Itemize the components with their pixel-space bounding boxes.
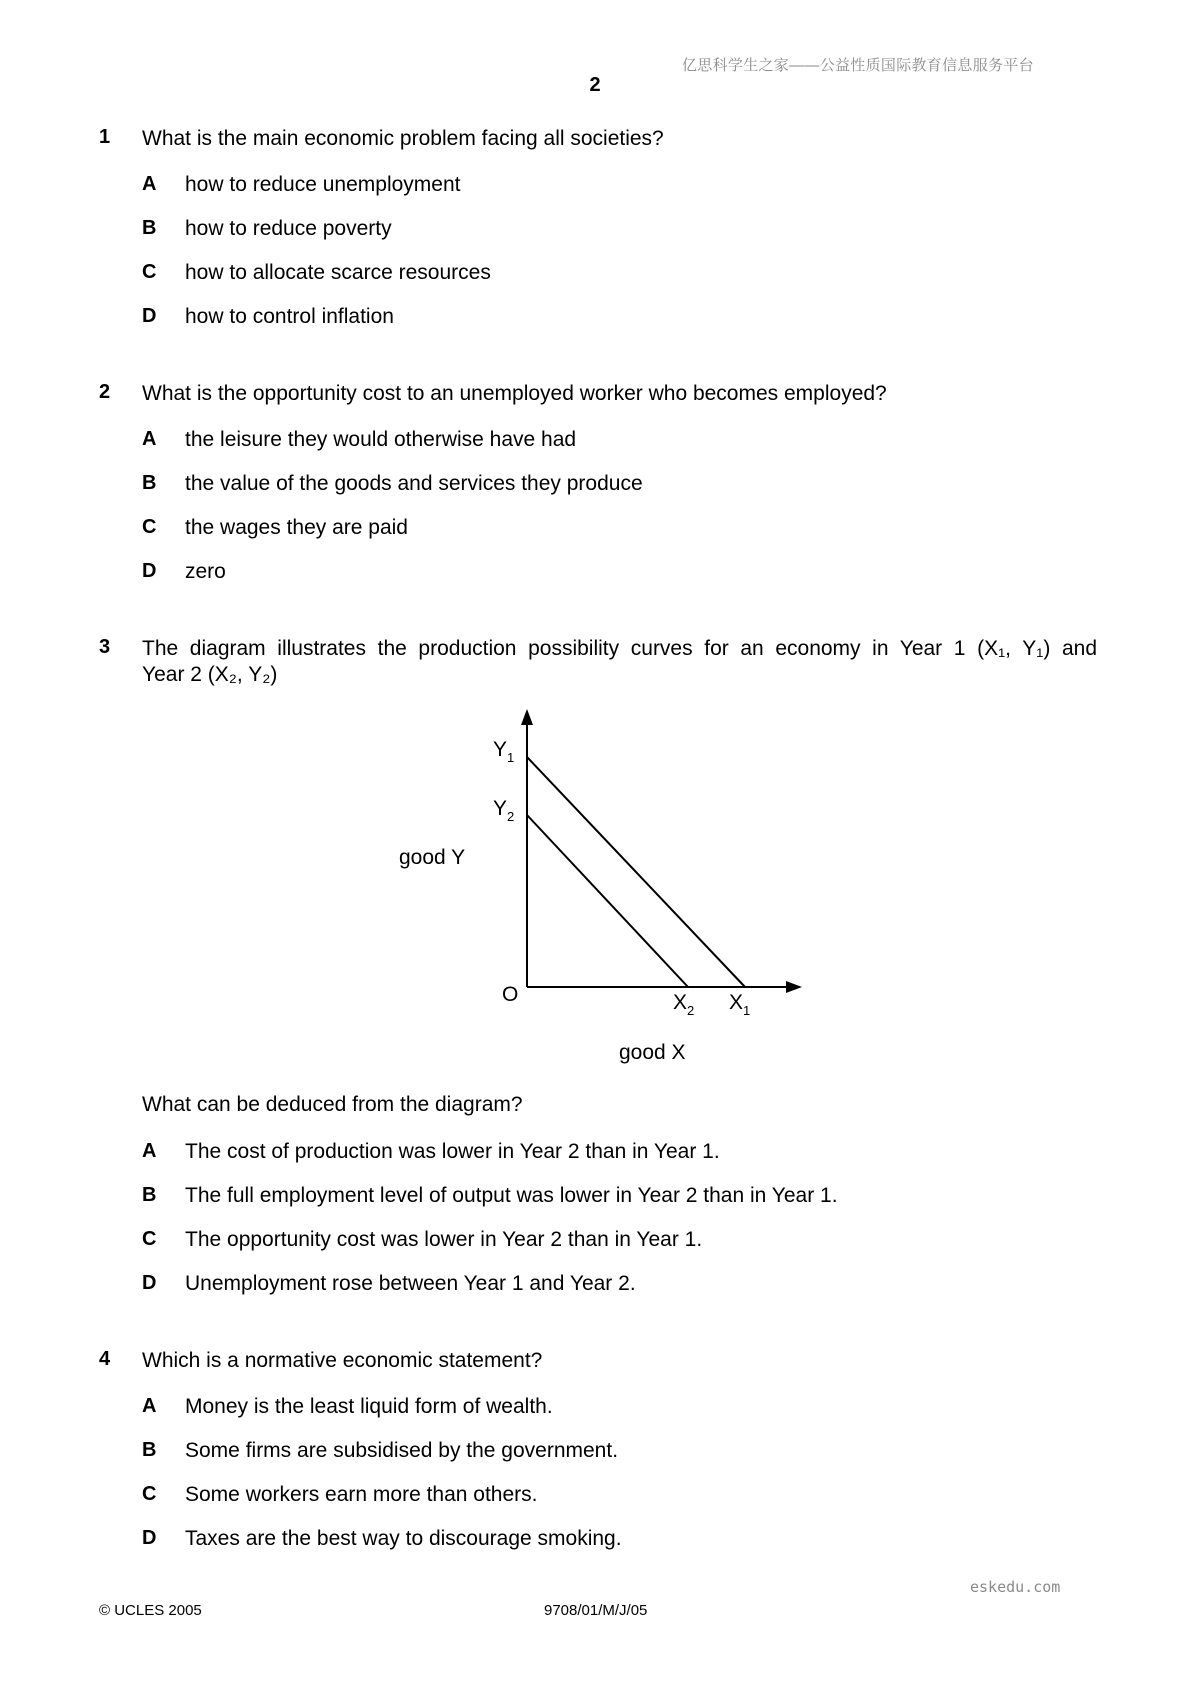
question-4-option-d[interactable] [0,1527,1190,1557]
footer-code: 9708/01/M/J/05 [544,1602,648,1619]
question-3-option-d[interactable] [0,1272,1190,1302]
question-1-option-c[interactable] [0,261,1190,291]
question-4-option-a[interactable] [0,1395,1190,1425]
label-x1: $X_1$ [729,991,751,1018]
question-4-option-b[interactable] [0,1439,1190,1469]
option-text: how to reduce poverty [185,217,392,240]
option-text: Unemployment rose between Year 1 and Year 2. [185,1272,636,1295]
question-number: 1 [99,126,111,148]
option-text: how to control inflation [185,305,394,328]
label-y2: $Y_2$ [493,797,515,824]
question-1-option-b[interactable] [0,217,1190,247]
option-letter: A [142,428,157,450]
question-text: What is the opportunity cost to an unemployed worker who becomes employed? [142,382,887,405]
x-axis-arrow [786,981,802,993]
question-number: 2 [99,381,111,403]
option-letter: A [142,173,157,195]
y-axis-label: good Y [399,846,466,869]
y-axis-arrow [521,709,533,725]
question-number: 4 [99,1348,111,1370]
question-1-option-d[interactable] [0,305,1190,335]
header-watermark: 亿思科学生之家——公益性质国际教育信息服务平台 [682,57,1034,74]
x-axis-label: good X [619,1041,686,1064]
ppc-year-1 [527,757,745,987]
label-y1: $Y_1$ [493,738,515,765]
question-1-option-a[interactable] [0,173,1190,203]
option-letter: A [142,1395,157,1417]
origin-label: O [502,983,519,1006]
question-4-option-c[interactable] [0,1483,1190,1513]
question-2-option-c[interactable] [0,516,1190,546]
option-letter: A [142,1140,157,1162]
option-text: zero [185,560,226,583]
question-text-line-1: The diagram illustrates the production possibility curves for an economy in Year 1 (X₁, Y₁) and [142,637,1097,660]
option-letter: D [142,560,157,582]
option-letter: D [142,305,157,327]
option-letter: B [142,1439,157,1461]
footer-copyright: © UCLES 2005 [99,1602,202,1619]
option-text: Taxes are the best way to discourage smoking. [185,1527,622,1550]
option-text: the value of the goods and services they produce [185,472,643,495]
option-letter: C [142,1228,157,1250]
option-text: how to reduce unemployment [185,173,461,196]
option-letter: B [142,217,157,239]
question-2-option-b[interactable] [0,472,1190,502]
question-3-option-b[interactable] [0,1184,1190,1214]
question-text-line-2: Year 2 (X₂, Y₂) [142,663,278,686]
question-2-option-d[interactable] [0,560,1190,590]
option-text: Some workers earn more than others. [185,1483,538,1506]
option-text: The opportunity cost was lower in Year 2 than in Year 1. [185,1228,703,1251]
option-text: Money is the least liquid form of wealth. [185,1395,553,1418]
question-3-prompt: What can be deduced from the diagram? [142,1093,523,1116]
question-2-option-a[interactable] [0,428,1190,458]
label-x2: $X_2$ [673,991,695,1018]
option-text: the leisure they would otherwise have had [185,428,577,451]
option-text: The cost of production was lower in Year 2 than in Year 1. [185,1140,720,1163]
option-letter: B [142,1184,157,1206]
footer-watermark: eskedu.com [970,1578,1061,1596]
option-letter: D [142,1527,157,1549]
option-letter: C [142,261,157,283]
ppc-diagram [390,705,810,1075]
question-3-option-a[interactable] [0,1140,1190,1170]
option-text: the wages they are paid [185,516,408,539]
option-letter: C [142,516,157,538]
option-text: The full employment level of output was lower in Year 2 than in Year 1. [185,1184,838,1207]
question-number: 3 [99,636,111,658]
question-text: What is the main economic problem facing all societies? [142,127,664,150]
option-letter: D [142,1272,157,1294]
option-text: Some firms are subsidised by the government. [185,1439,619,1462]
question-3-option-c[interactable] [0,1228,1190,1258]
question-text: Which is a normative economic statement? [142,1349,543,1372]
option-letter: B [142,472,157,494]
option-text: how to allocate scarce resources [185,261,491,284]
option-letter: C [142,1483,157,1505]
page-number: 2 [589,74,601,96]
